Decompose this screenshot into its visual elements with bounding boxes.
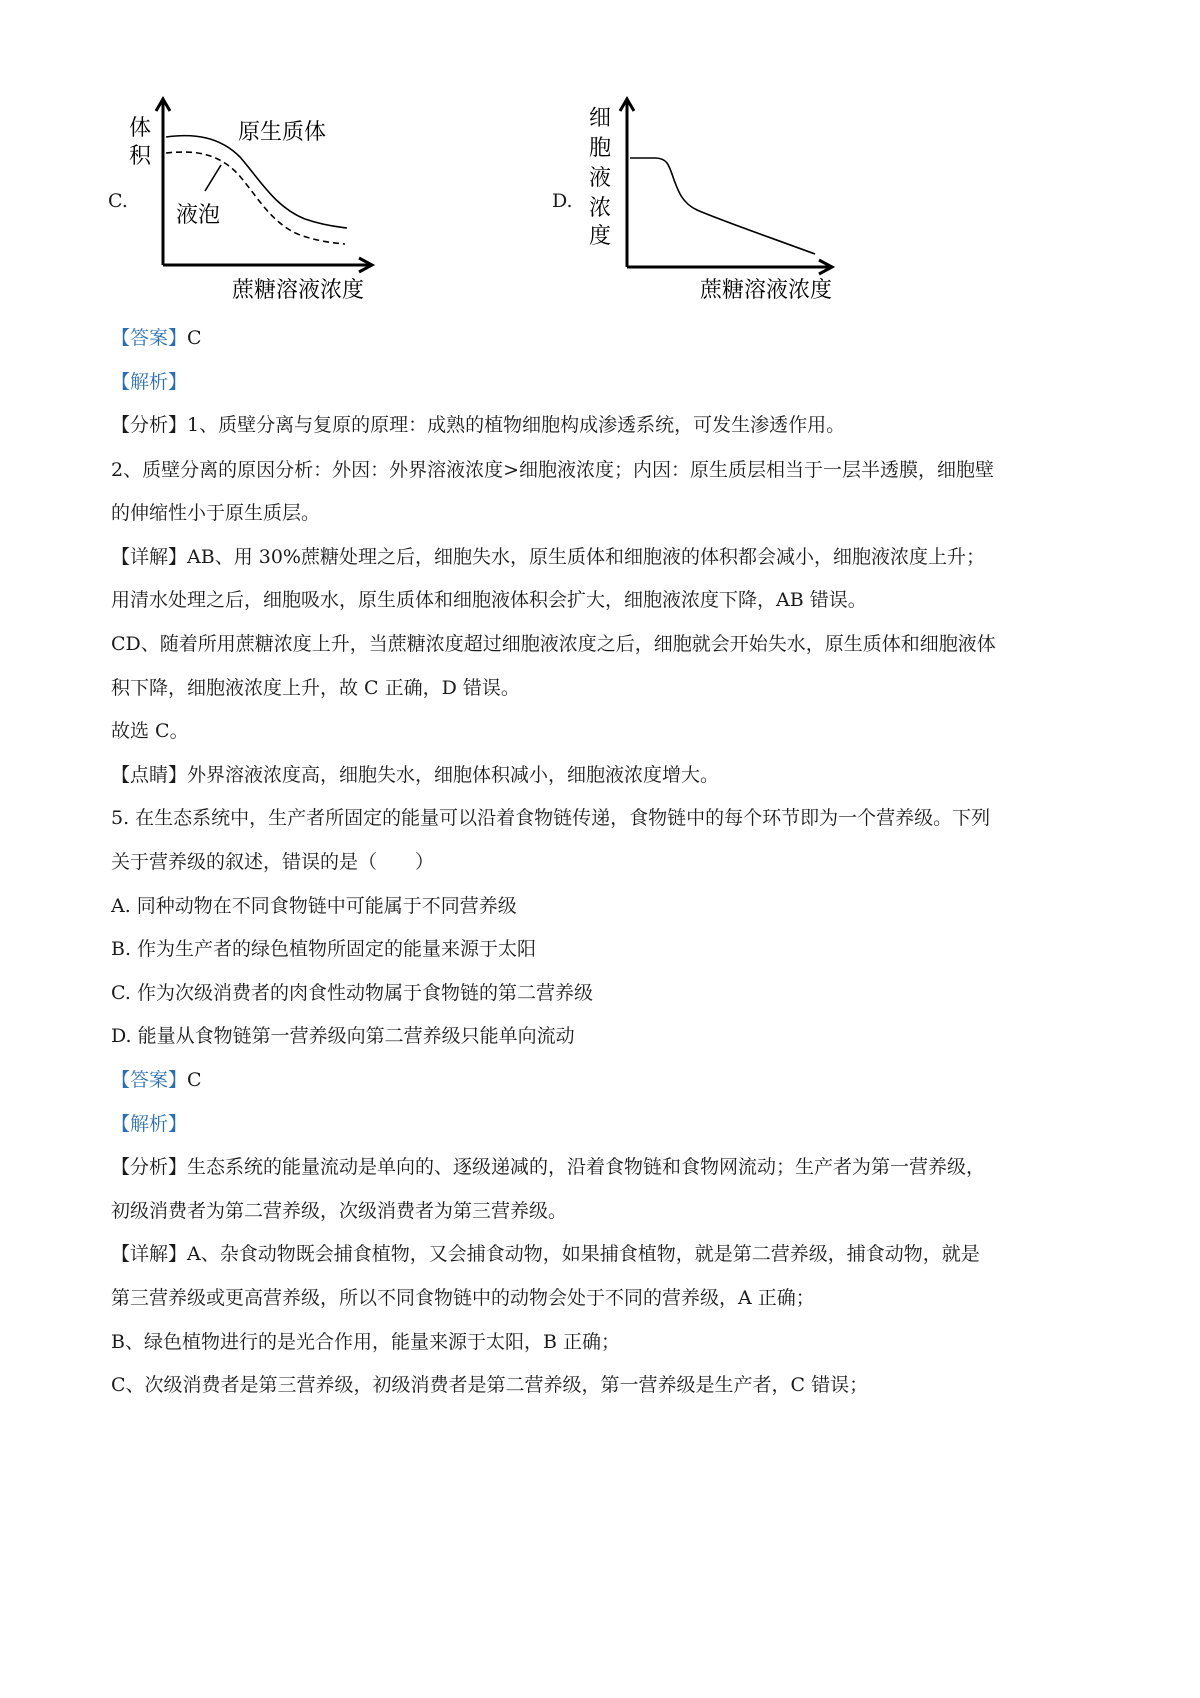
q4-para2-line2: 的伸缩性小于原生质层。 [111, 502, 321, 524]
answer-value: C [187, 1069, 202, 1091]
vacuole-curve [166, 152, 345, 244]
q5-option-c: C. 作为次级消费者的肉食性动物属于食物链的第二营养级 [111, 982, 593, 1004]
q4-para2-line1: 2、质壁分离的原因分析：外因：外界溶液浓度>细胞液浓度；内因：原生质层相当于一层半透膜，细胞壁 [111, 459, 995, 481]
q5-fenxi [111, 1153, 1111, 1181]
q4-fenxi [111, 411, 1111, 439]
y-axis-char: 浓 [589, 196, 612, 221]
option-c-label: C. [108, 190, 128, 212]
xiangjie-text: A、杂食动物既会捕食植物，又会捕食动物，如果捕食植物，就是第二营养级，捕食动物，就是 [187, 1243, 980, 1265]
y-axis-char: 积 [129, 144, 152, 169]
q5-stem-line1: 5. 在生态系统中，生产者所固定的能量可以沿着食物链传递，食物链中的每个环节即为一个营养级。下列 [111, 807, 991, 829]
fenxi-tag: 【分析】 [111, 414, 188, 436]
q4-conclusion: 故选 C。 [111, 720, 189, 742]
y-axis-char: 体 [129, 116, 152, 141]
q5-fenxi-line2: 初级消费者为第二营养级，次级消费者为第三营养级。 [111, 1200, 568, 1222]
answer-tag: 【答案】 [111, 327, 188, 349]
y-axis-char: 细 [589, 106, 612, 131]
q5-option-b: B. 作为生产者的绿色植物所固定的能量来源于太阳 [111, 938, 537, 960]
xiangjie-tag: 【详解】 [111, 546, 188, 568]
fenxi-text: 1、质壁分离与复原的原理：成熟的植物细胞构成渗透系统，可发生渗透作用。 [187, 414, 846, 436]
q4-analysis-heading [111, 368, 1111, 396]
protoplast-label: 原生质体 [238, 120, 327, 145]
q5-analysis-heading [111, 1110, 1111, 1138]
x-axis-label: 蔗糖溶液浓度 [700, 278, 833, 303]
xiangjie-text: AB、用 30%蔗糖处理之后，细胞失水，原生质体和细胞液的体积都会减小，细胞液浓度上升； [187, 546, 985, 568]
analysis-tag: 【解析】 [111, 1113, 188, 1135]
q5-c-line: C、次级消费者是第三营养级，初级消费者是第二营养级，第一营养级是生产者，C 错误； [111, 1374, 869, 1396]
analysis-tag: 【解析】 [111, 371, 188, 393]
option-d-label: D. [552, 190, 573, 212]
vacuole-label: 液泡 [176, 203, 221, 228]
q4-cd-line1: CD、随着所用蔗糖浓度上升，当蔗糖浓度超过细胞液浓度之后，细胞就会开始失水，原生质体和细胞液体 [111, 633, 996, 655]
cell-sap-curve [630, 158, 815, 254]
q4-xiangjie [111, 543, 1111, 571]
y-axis-char: 液 [589, 166, 612, 191]
xiangjie-tag: 【详解】 [111, 1243, 188, 1265]
q5-option-d: D. 能量从食物链第一营养级向第二营养级只能单向流动 [111, 1025, 575, 1047]
q5-b-line: B、绿色植物进行的是光合作用，能量来源于太阳，B 正确； [111, 1331, 620, 1353]
x-axis-label: 蔗糖溶液浓度 [232, 278, 365, 303]
answer-value: C [187, 327, 202, 349]
q4-xiangjie-line2: 用清水处理之后，细胞吸水，原生质体和细胞液体积会扩大，细胞液浓度下降，AB 错误。 [111, 589, 867, 611]
q5-stem-line2: 关于营养级的叙述，错误的是（ ） [111, 851, 435, 873]
q4-dianjing [111, 761, 1111, 789]
q4-cd-line2: 积下降，细胞液浓度上升，故 C 正确，D 错误。 [111, 677, 520, 699]
vacuole-pointer [205, 165, 221, 191]
q5-answer [111, 1066, 1111, 1094]
fenxi-tag: 【分析】 [111, 1156, 188, 1178]
figure-d-graph [585, 95, 845, 310]
fenxi-text: 生态系统的能量流动是单向的、逐级递减的，沿着食物链和食物网流动；生产者为第一营养级， [187, 1156, 986, 1178]
dianjing-text: 外界溶液浓度高，细胞失水，细胞体积减小，细胞液浓度增大。 [187, 764, 720, 786]
q5-xiangjie [111, 1240, 1111, 1268]
q5-xiangjie-line2: 第三营养级或更高营养级，所以不同食物链中的动物会处于不同的营养级，A 正确； [111, 1287, 815, 1309]
y-axis-char: 胞 [589, 136, 612, 161]
q4-answer [111, 324, 1111, 352]
answer-tag: 【答案】 [111, 1069, 188, 1091]
dianjing-tag: 【点睛】 [111, 764, 188, 786]
y-axis-char: 度 [589, 224, 612, 249]
q5-option-a: A. 同种动物在不同食物链中可能属于不同营养级 [111, 895, 517, 917]
figure-c-graph [125, 95, 385, 310]
